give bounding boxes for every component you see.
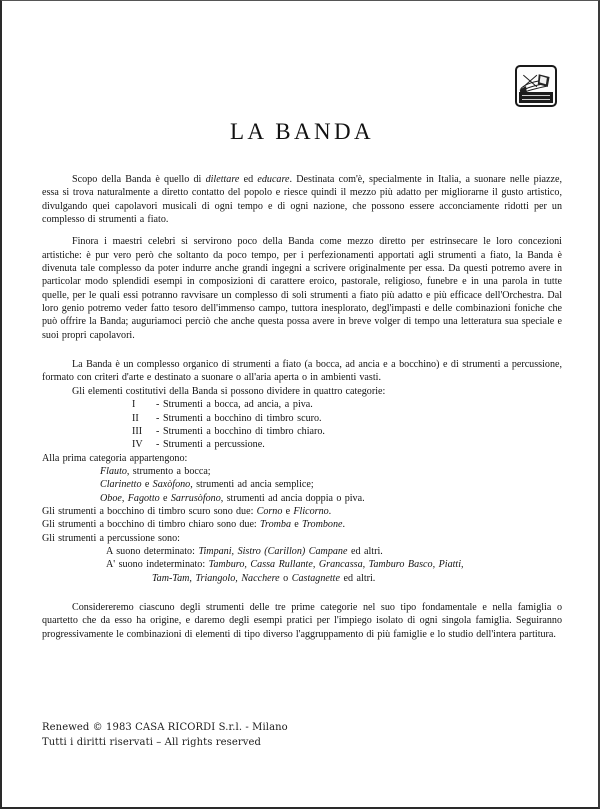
light-timbre-italic-trombone: Trombone	[301, 519, 343, 531]
instrument-joiner-2b: e	[159, 492, 171, 504]
line-percussione-indeterminato	[42, 558, 562, 571]
category-text-2: Strumenti a bocchino di timbro scuro.	[163, 412, 322, 424]
instrument-italic-saxofono: Saxòfono	[152, 479, 191, 491]
instrument-italic-oboe: Oboe	[100, 492, 122, 504]
category-dash-2: -	[156, 412, 160, 424]
copyright-line-2: Tutti i diritti riservati – All rights reserved	[42, 737, 262, 748]
perc-ind-joiner: o	[279, 572, 292, 584]
paragraph-scopo	[42, 173, 562, 226]
dark-timbre-end: .	[328, 505, 332, 517]
line-timbro-scuro	[42, 505, 562, 518]
p1-italic-dilettare: dilettare	[205, 174, 240, 185]
dark-timbre-joiner: e	[282, 505, 294, 517]
category-item-4	[42, 438, 562, 451]
light-timbre-joiner: e	[291, 519, 302, 531]
line-percussione-intro: Gli strumenti a percussione sono:	[42, 532, 180, 544]
light-timbre-italic-tromba: Tromba	[259, 519, 291, 531]
perc-det-items: Timpani, Sistro (Carillon) Campane	[198, 545, 348, 557]
line-percussione-determinato	[42, 545, 562, 558]
category-dash-3: -	[156, 425, 160, 437]
category-item-2	[42, 412, 562, 425]
logo-box	[515, 65, 557, 107]
category-text-3: Strumenti a bocchino di timbro chiaro.	[163, 425, 325, 437]
p1-mid: ed	[239, 174, 258, 185]
category-list	[42, 398, 562, 451]
light-timbre-end: .	[342, 519, 346, 531]
instrument-rest-flauto: , strumento a bocca;	[126, 465, 211, 477]
instrument-joiner-1: e	[141, 479, 153, 491]
p1-rest: . Destinata com'è, specialmente in Italia, a suonare nelle piazze, essa si trova naturalmente a diretto contatto del popolo e riesce quindi il mezzo più adatto per migliorarne il gusto artistico, divulgando quei capolavori musicali di ogni tempo e di ogni nazione, che possono essere acconciamente ridotti per un complesso di strumenti a fiato.	[42, 174, 562, 226]
category-numeral-4: IV	[132, 439, 143, 451]
line-percussione-indeterminato-cont	[42, 572, 562, 585]
category-item-1	[42, 398, 562, 411]
page-title: LA BANDA	[229, 119, 375, 144]
instrument-line-clarinetto	[42, 478, 562, 491]
perc-ind-items-2b: Castagnette	[291, 572, 340, 584]
perc-det-end: ed altri.	[347, 545, 383, 557]
instrument-rest-clarinetto: , strumenti ad ancia semplice;	[190, 479, 314, 491]
line-timbro-chiaro	[42, 518, 562, 531]
instrument-joiner-2a: ,	[121, 492, 128, 504]
dark-timbre-lead: Gli strumenti a bocchino di timbro scuro sono due:	[42, 505, 257, 517]
instrument-line-flauto	[42, 465, 562, 478]
category-numeral-2: II	[132, 412, 139, 424]
copyright-line-1: Renewed © 1983 CASA RICORDI S.r.l. - Milano	[42, 722, 288, 733]
category-numeral-3: III	[132, 425, 143, 437]
instrument-italic-fagotto: Fagotto	[127, 492, 160, 504]
instrument-italic-flauto: Flauto	[100, 465, 127, 477]
category-dash-1: -	[156, 399, 160, 411]
p1-italic-educare: educare	[257, 174, 290, 185]
line-alla-prima-categoria: Alla prima categoria appartengono:	[42, 452, 188, 464]
light-timbre-lead: Gli strumenti a bocchino di timbro chiaro sono due:	[42, 519, 260, 531]
paragraph-considereremo: Considereremo ciascuno degli strumenti delle tre prime categorie nel suo tipo fondamentale e nella famiglia o quartetto che da esso ha origine, e daremo degli esempi pratici per l'impiego isolato di ogni singola famiglia. Seguiranno progressivamente le combinazioni di elementi di tipo diverso l'aggruppamento di più famiglie e lo studio dell'intera partitura.	[42, 601, 562, 640]
category-numeral-1: I	[132, 399, 136, 411]
spacer-2	[42, 585, 562, 601]
perc-det-lead: A suono determinato:	[106, 545, 199, 557]
logo-caption-bar	[519, 92, 553, 103]
instrument-rest-oboe: , strumenti ad ancia doppia o piva.	[220, 492, 365, 504]
perc-ind-lead: A' suono indeterminato:	[106, 559, 209, 571]
perc-ind-items-2: Tam-Tam, Triangolo, Nacchere	[152, 572, 280, 584]
instrument-italic-sarrusofono: Sarrusòfono	[170, 492, 221, 504]
dark-timbre-italic-flicorno: Flicorno	[293, 505, 329, 517]
category-item-3	[42, 425, 562, 438]
dark-timbre-italic-corno: Corno	[256, 505, 283, 517]
instrument-line-oboe	[42, 492, 562, 505]
p1-lead: Scopo della Banda è quello di	[72, 174, 206, 185]
paragraph-labanda-complesso: La Banda è un complesso organico di strumenti a fiato (a bocca, ad ancia e a bocchino) e di strumenti a percussione, formato con criteri d'arte e destinato a suonare o all'aria aperta o in ambienti vasti.	[42, 359, 562, 384]
category-dash-4: -	[156, 439, 160, 451]
category-text-4: Strumenti a percussione.	[163, 439, 265, 451]
instrument-italic-clarinetto: Clarinetto	[100, 479, 142, 491]
paragraph-finora: Finora i maestri celebri si servirono poco della Banda come mezzo diretto per estrinsecare le loro concezioni artistiche: è pur vero però che soltanto da poco tempo, per i perfezionamenti apportati agli strumenti a fiato, la Banda è divenuta tale complesso da poter indurre anche grandi ingegni a scrivere originalmente per essa. Da questi potremo avere in particolar modo splendidi esempi in composizioni di carattere eroico, pastorale, religioso, funebre e in una parola in tutte quelle, per le quali essi potranno ravvisare un complesso di soli strumenti a fiato più adatto e più efficace dell'Orchestra. Dal loro genio potremo veder fatto tesoro dell'immenso campo, tuttora inesplorato, degl'impasti e delle combinazioni foniche che può offrire la Banda; auguriamoci perciò che anche questa possa avere in breve volger di tempo una letteratura sua speciale e suoi propri capolavori.	[42, 236, 562, 341]
category-text-1: Strumenti a bocca, ad ancia, a piva.	[163, 399, 313, 411]
document-body	[42, 173, 562, 641]
copyright-footer	[42, 720, 462, 750]
paragraph-elementi-costitutivi: Gli elementi costitutivi della Banda si possono dividere in quattro categorie:	[72, 385, 386, 397]
perc-ind-items-1: Tamburo, Cassa Rullante, Grancassa, Tamburo Basco, Piatti,	[208, 559, 464, 571]
publisher-logo	[515, 65, 557, 107]
perc-ind-end: ed altri.	[339, 572, 376, 584]
spacer-1	[42, 351, 562, 358]
